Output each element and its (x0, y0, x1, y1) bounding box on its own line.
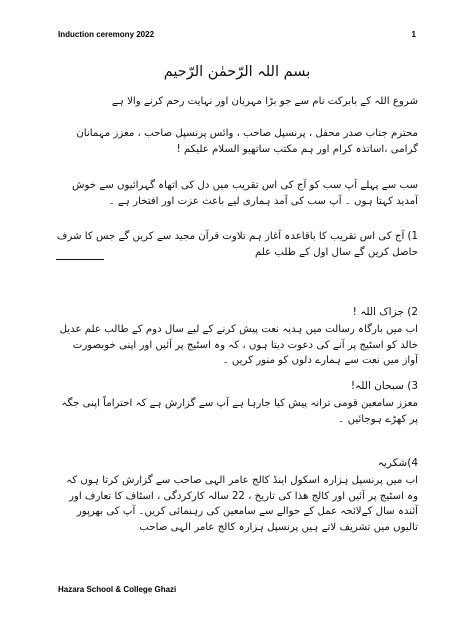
opening-paragraph: شروع اللہ کے بابرکت نام سے جو بڑا مہربان اور نہایت رحم کرنے والا ہے (111, 96, 418, 107)
page-number: 1 (411, 30, 416, 39)
section-2-heading: 2) جزاک اللہ ! (352, 306, 418, 318)
item-1-paragraph: 1) آج کی اس تقریب کا باقاعدہ آغاز ہم تلاوت قرآن مجید سے کریں گے جس کا شرف حاصل کریں گے سال اول کے طلب علم (56, 231, 418, 258)
section-4-body: اب میں پرنسپل ہزارہ اسکول اینڈ کالج عامر الہی صاحب سے گزارش کرتا ہوں کہ وہ اسٹیج پر آئیں اور کالج ھذا کی تاریخ ، 22 سالہ کارکردگی ، اسٹاف کا تعارف اور آئندہ سال کےلائحہ عمل کے حوالے سے سامعین کی رہنمائی کریں۔ آپ کی بھرپور تالیوں میں تشریف لاتے ہیں پرنسپل ہزارہ کالج عامر الہی صاحب (66, 475, 418, 533)
section-3-body: معزز سامعین قومی ترانہ پیش کیا جارہا ہے آپ سے گزارش ہے کہ احتراماً اپنی جگہ پر کھڑے ہوجائیں ۔ (61, 398, 418, 425)
welcome-paragraph: سب سے پہلے آپ سب کو آج کی اس تقریب میں دل کی اتھاہ گہرائیوں سے خوش آمدید کہتا ہوں ۔ آپ سب کی آمد ہماری لیے باعث عزت اور افتخار ہے ۔ (72, 180, 418, 207)
document-footer-school: Hazara School & College Ghazi (58, 585, 177, 594)
document-header-title: Induction ceremony 2022 (58, 30, 155, 39)
blank-underline (56, 259, 104, 260)
salutation-paragraph: محترم جناب صدر محفل ، پرنسپل صاحب ، وائس پرنسپل صاحب ، معزز مہمانان گرامی ،اساتذہ کرام اور ہم مکتب ساتھیو السلام علیکم ! (76, 128, 418, 155)
section-2-body: اب میں بارگاہ رسالت میں ہدیہ نعت پیش کرنے کے لیے سال دوم کے طالب علم عدیل خالد کو اسٹیج پر آنے کی دعوت دیتا ہوں ، کہ وہ اسٹیج پر آئیں اور اپنی خوبصورت آواز میں نعت سے ہمارے دلوں کو منور کریں ۔ (59, 324, 418, 366)
section-3-heading: 3) سبحان اللہ! (350, 380, 418, 392)
bismillah-heading: بسم اللہ الرّحمٰن الرّحیم (163, 64, 311, 80)
section-4-heading: 4)شکریہ (377, 457, 418, 469)
